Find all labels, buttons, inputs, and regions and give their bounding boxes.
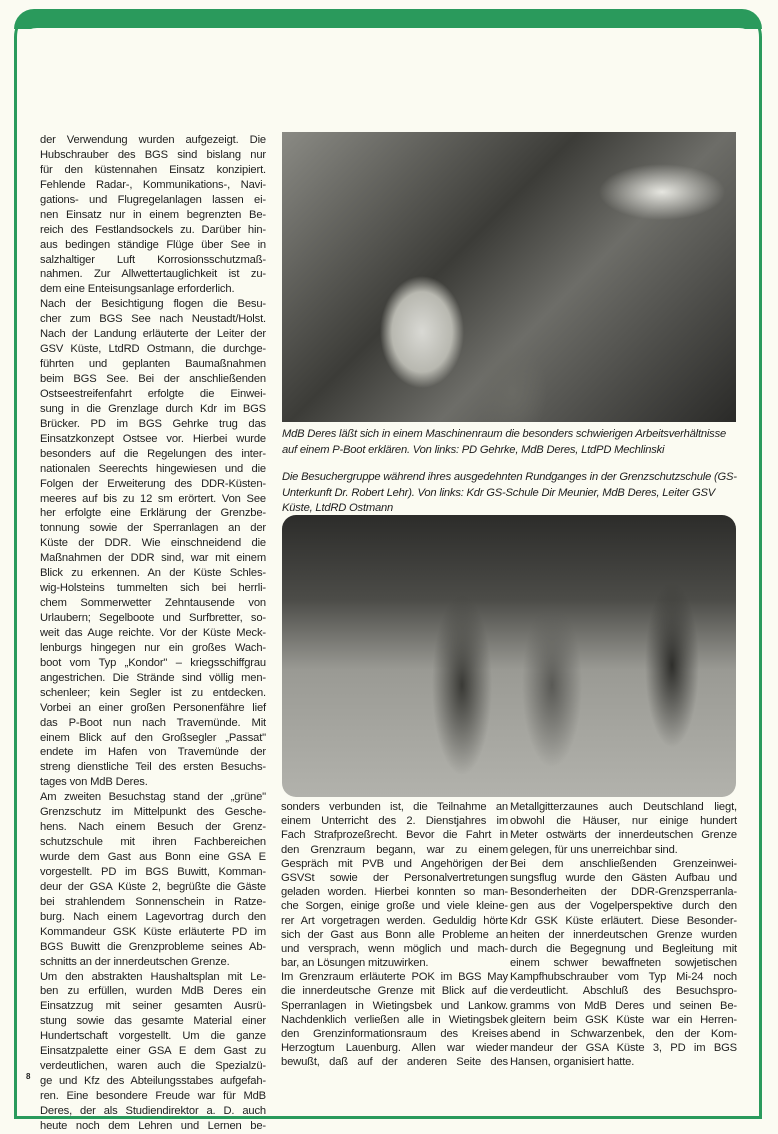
text-line: tages von MdB Deres. [40, 776, 148, 789]
text-line: tonnung sowie der Sperranlagen an der [40, 522, 266, 535]
text-line: her erfolgte eine Erklärung der Grenzbe- [40, 507, 266, 520]
text-line: führten und geplanten Baumaßnahmen [40, 358, 266, 371]
text-line: streng dienstliche Teil des ersten Besuchs- [40, 761, 266, 774]
text-line: die innerdeutsche Grenze mit Blick auf die [281, 985, 508, 998]
text-line: Einsatzpalette einer GSA E dem Gast zu [40, 1045, 266, 1058]
text-line: und versprach, wenn möglich und mach- [281, 942, 508, 955]
photo-caption-engine-room: MdB Deres läßt sich in einem Maschinenraum die besonders schwierigen Arbeitsverhältnisse auf einem P-Boot erklären. Von links: PD Gehrke, MdB Deres, LtdPD Mechlinski [282, 428, 726, 456]
text-line: cher zum BGS See nach Neustadt/Holst. [40, 313, 266, 326]
text-line: deur der GSA Küste 2, begrüßte die Gäste [40, 880, 266, 893]
text-line: Im Grenzraum erläuterte POK im BGS May [281, 971, 508, 984]
text-line: weit das Auge reichte. Vor der Küste Meck- [40, 626, 266, 639]
text-line: Sperranlagen in Wietingsbek und Lankow. [281, 999, 508, 1012]
text-line: verdeutlichen, waren auch die Spezialzü- [40, 1060, 266, 1073]
text-line: Metallgitterzaunes auch Deutschland liegt, [510, 801, 737, 813]
text-line: ben zu erfüllen, wurden MdB Deres ein [40, 985, 266, 998]
article-column-right [510, 800, 737, 1070]
text-line: bar, an Lösungen mitzuwirken. [281, 957, 429, 970]
text-line: für den küstennahen Einsatz konzipiert. [40, 163, 266, 176]
text-line: Urlaubern; Segelboote und Surfbretter, so- [40, 612, 266, 624]
text-line: Grenzschutz im Mittelpunkt des Gesche- [40, 806, 266, 819]
text-line: nationalen Seerechts hingewiesen und die [40, 462, 266, 475]
header-bar [14, 9, 762, 29]
text-line: reich des Festlandsockels zu. Darüber hin- [40, 223, 266, 236]
text-line: aus bedingen ständige Flüge über See in [40, 238, 266, 251]
text-line: Einsatzzug mit seiner gesamten Ausrü- [40, 1000, 266, 1013]
text-line: Brücker. PD im BGS Gehrke trug das [40, 417, 266, 430]
page-number: 8 [26, 1072, 31, 1081]
article-column-middle [281, 800, 508, 1070]
text-line: stung sowie das gesamte Material einer [40, 1015, 266, 1028]
text-line: Hansen, organisiert hatte. [510, 1056, 635, 1069]
text-line: abend in Schwarzenbek, den der Kom- [510, 1028, 737, 1040]
text-line: nen Einsatz nur in einem begrenzten Be- [40, 208, 266, 221]
text-line: einem schwer bewaffneten sowjetischen [510, 957, 737, 970]
text-line: Blick zu erkennen. An der Küste Schles- [40, 567, 266, 580]
text-line: gramms von MdB Deres und seinen Be- [510, 999, 737, 1012]
text-line: Kommandeur GSK Küste erläuterte PD im [40, 925, 266, 938]
text-line: Kampfhubschrauber vom Typ Mi-24 noch [510, 971, 737, 984]
text-line: sungsflug wurde den Gästen Aufbau und [510, 871, 737, 884]
text-line: Hundertschaft vorgestellt. Um die ganze [40, 1030, 266, 1043]
text-line: einem Blick auf den Großsegler „Passat" [40, 731, 266, 744]
text-line: Meter ostwärts der innerdeutschen Grenze [510, 829, 737, 842]
text-line: wurde dem Gast aus Bonn eine GSA E [40, 851, 266, 863]
text-line: durch die Begegnung und Begleitung mit [510, 942, 737, 955]
text-line: der Verwendung wurden aufgezeigt. Die [40, 134, 266, 146]
text-line: sich der Gast aus Bonn alle Probleme an [281, 928, 508, 941]
text-line: das P-Boot nun nach Travemünde. Mit [40, 716, 266, 729]
text-line: Bei dem anschließenden Grenzeinwei- [510, 857, 737, 870]
text-line: Am zweiten Besuchstag stand der „grüne" [40, 791, 266, 804]
text-line: Vorbei an einer großen Personenfähre lief [40, 701, 266, 714]
text-line: che Sorgen, einige große und viele kleine- [281, 900, 508, 913]
text-line: sung in die Grenzlage durch Kdr im BGS [40, 402, 266, 415]
text-line: Maßnahmen der DDR sind, war mit einem [40, 552, 266, 565]
text-line: bei strahlendem Sonnenschein in Ratze- [40, 895, 266, 908]
text-line: beim BGS See. Bei der anschließenden [40, 373, 266, 385]
text-line: den Grenzinformationsraum des Kreises [281, 1028, 508, 1040]
text-line: mandeur der GSA Küste 3, PD im BGS [510, 1042, 737, 1055]
photo-visitor-group [282, 515, 736, 797]
text-line: ren. Eine besondere Freude war für MdB [40, 1090, 266, 1102]
text-line: Hubschrauber des BGS sind bislang nur [40, 148, 266, 161]
text-line: Deres, der als Studiendirektor a. D. auch [40, 1104, 266, 1117]
text-line: Nachdenklich verließen alle in Wietingsbek [281, 1013, 508, 1026]
header-bar-inner [17, 28, 759, 48]
text-line: schutzschule mit ihren Fachbereichen [40, 836, 266, 849]
text-line: endete im Hafen von Travemünde der [40, 746, 266, 759]
text-line: BGS Buwitt die Grenzprobleme seines Ab- [40, 940, 266, 953]
text-line: geladen worden. Hierbei konnten so man- [281, 886, 508, 899]
text-line: angestrichen. Die Strände sind völlig men- [40, 671, 266, 684]
text-line: gen aus der Vogelperspektive durch den [510, 900, 737, 913]
text-line: gations- und Flugregelanlagen lassen ei- [40, 193, 266, 206]
text-line: Kdr GSK Küste erläutert. Diese Besonder- [510, 914, 737, 927]
photo-caption-visitor-group: Die Besuchergruppe während ihres ausgedehnten Rundganges in der Grenzschutzschule (GS-Unterkunft Dr. Robert Lehr). Von links: Kdr GS-Schule Dir Meunier, MdB Deres, Leiter GSV Küste, LtdRD Ostmann [282, 471, 737, 514]
text-line: salzhaltiger Luft Korrosionsschutzmaß- [40, 253, 266, 266]
text-line: Einsatzkonzept Ostsee vor. Hierbei wurde [40, 432, 266, 445]
text-line: GSV Küste, LtdRD Ostmann, die durchge- [40, 343, 266, 356]
text-line: Küste der DDR. Wie einschneidend die [40, 537, 266, 550]
text-line: einem Unterricht des 2. Dienstjahres im [281, 815, 508, 828]
text-line: Fehlende Radar-, Kommunikations-, Navi- [40, 178, 266, 191]
text-line: sonders verbunden ist, die Teilnahme an [281, 801, 508, 813]
text-line: hens. Nach einem Besuch der Grenz- [40, 821, 266, 834]
text-line: burg. Nach einem Lagevortrag durch den [40, 910, 266, 923]
text-line: gleitern beim GSK Küste war ein Herren- [510, 1013, 737, 1026]
text-line: schenleer; kein Segler ist zu entdecken. [40, 686, 266, 699]
text-line: Fach Strafprozeßrecht. Bevor die Fahrt in [281, 829, 508, 842]
text-line: chem Sommerwetter Zehntausende von [40, 597, 266, 610]
text-line: Nach der Besichtigung flogen die Besu- [40, 298, 266, 311]
text-line: gelegen, für uns unerreichbar sind. [510, 843, 678, 856]
text-line: vorgestellt. PD im BGS Buwitt, Komman- [40, 865, 266, 878]
text-line: bewußt, daß auf der anderen Seite des [281, 1056, 508, 1069]
text-line: Folgen der Erweiterung des DDR-Küsten- [40, 477, 266, 490]
text-line: rer Art vorgetragen werden. Geduldig hörte [281, 914, 508, 927]
text-line: Um den abstrakten Haushaltsplan mit Le- [40, 970, 266, 983]
text-line: Nach der Landung erläuterte der Leiter der [40, 328, 266, 341]
text-line: schnitts an der innerdeutschen Grenze. [40, 955, 230, 968]
text-line: verdeutlicht. Abschluß des Besuchspro- [510, 985, 737, 998]
text-line: wig-Holsteins tummelten sich bei herrli- [40, 582, 266, 595]
text-line: meeres auf bis zu 12 sm erörtert. Von See [40, 492, 266, 505]
text-line: boot vom Typ „Kondor" – kriegsschiffgrau [40, 656, 266, 669]
text-line: Besonderheiten der DDR-Grenzsperranla- [510, 886, 737, 899]
text-line: Herzogtum Lauenburg. Allen war wieder [281, 1042, 508, 1055]
text-line: ge und Kfz des Abteilungsstabes aufgefah- [40, 1075, 266, 1088]
text-line: heute noch dem Lehren und Lernen be- [40, 1119, 266, 1132]
text-line: den Grenzraum begann, war zu einem [281, 843, 508, 856]
text-line: Ostseestreifenfahrt erfolgte die Einwei- [40, 387, 266, 400]
text-line: dem eine Enteisungsanlage erforderlich. [40, 283, 235, 296]
article-column-left [40, 133, 266, 1134]
text-line: obwohl die Häuser, nur einige hundert [510, 815, 737, 828]
text-line: GSVSt sowie der Personalvertretungen [281, 871, 508, 884]
text-line: besonders auf die Regelungen des inter- [40, 447, 266, 460]
photo-engine-room [282, 132, 736, 422]
text-line: nahmen. Zur Allwettertauglichkeit ist zu- [40, 268, 266, 281]
text-line: heiten der innerdeutschen Grenze wurden [510, 928, 737, 941]
text-line: lenburgs hingegen nur ein großes Wach- [40, 641, 266, 654]
text-line: Gespräch mit PVB und Angehörigen der [281, 857, 508, 870]
